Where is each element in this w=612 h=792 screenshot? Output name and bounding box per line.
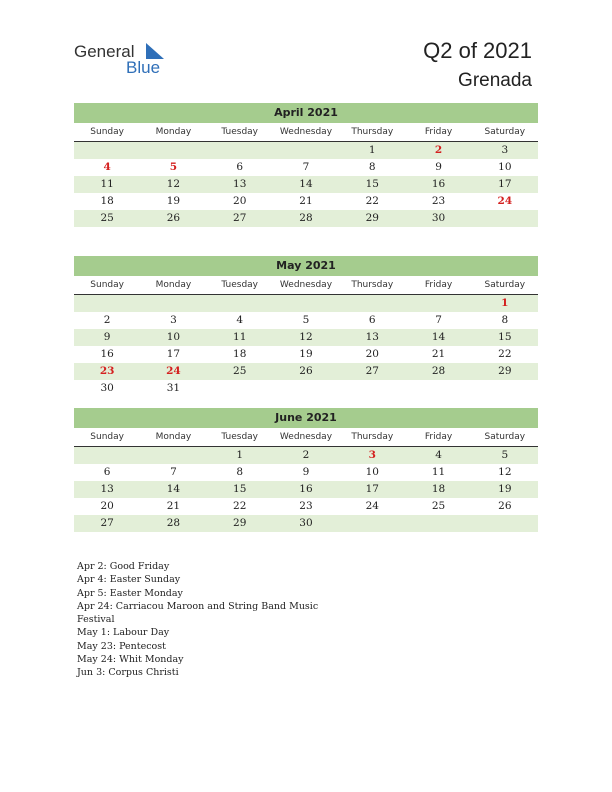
day-cell: 15 [498,331,512,343]
holiday-note: Apr 2: Good Friday [77,561,170,572]
weekday-label: Sunday [90,280,124,290]
week-row [74,346,538,363]
day-cell: 3 [368,449,376,461]
day-cell: 29 [233,517,247,529]
weekday-header-row [74,123,538,142]
day-cell: 11 [233,331,247,343]
weekday-label: Thursday [351,127,394,137]
week-row [74,193,538,210]
weekday-header-row [74,428,538,447]
day-cell: 2 [302,449,310,461]
day-cell: 11 [100,178,114,190]
day-cell: 28 [299,212,313,224]
day-cell: 26 [498,500,512,512]
day-cell: 21 [431,348,446,360]
day-cell: 4 [435,449,442,461]
day-cell: 16 [100,348,114,360]
logo-blue-text: Blue [126,58,161,77]
day-cell: 8 [501,314,509,326]
day-cell: 5 [169,161,178,173]
weekday-label: Sunday [90,127,124,137]
empty-day-cell [405,295,471,312]
weekday-label: Monday [155,280,192,290]
day-cell: 30 [299,517,313,529]
day-cell: 5 [501,449,509,461]
day-cell: 18 [233,348,247,360]
day-cell: 1 [368,144,376,156]
holiday-note: Apr 4: Easter Sunday [77,574,181,586]
weekday-label: Tuesday [221,432,259,442]
day-cell: 17 [365,483,379,495]
day-cell: 20 [100,500,114,512]
week-row [74,312,538,329]
empty-day-cell [405,380,471,397]
holiday-notes [77,560,337,680]
day-cell: 24 [497,195,513,207]
weekday-label: Friday [424,432,453,442]
day-cell: 20 [365,348,379,360]
day-cell: 4 [103,161,111,173]
day-cell: 14 [166,483,181,495]
month-may [74,256,538,397]
weekday-header-row [74,276,538,295]
day-cell: 13 [100,483,114,495]
day-cell: 1 [236,449,244,461]
day-cell: 3 [501,144,509,156]
week-row [74,210,538,227]
day-cell: 4 [236,314,244,326]
day-cell: 31 [166,382,181,394]
day-cell: 24 [166,365,181,377]
day-cell: 17 [498,178,512,190]
day-cell: 19 [299,348,313,360]
logo-flag-icon [142,43,164,59]
month-title: June 2021 [74,408,538,428]
empty-day-cell [74,295,140,312]
holiday-note: May 24: Whit Monday [77,654,184,666]
day-cell: 22 [365,195,379,207]
day-cell: 18 [100,195,114,207]
day-cell: 26 [299,365,313,377]
day-cell: 13 [365,331,379,343]
day-cell: 12 [166,178,181,190]
empty-day-cell [74,447,140,464]
day-cell: 12 [498,466,512,478]
day-cell: 29 [365,212,379,224]
weekday-label: Wednesday [279,127,333,137]
empty-day-cell [207,295,273,312]
day-cell: 22 [498,348,512,360]
country-name: Grenada [458,70,532,91]
week-row [74,329,538,346]
day-cell: 2 [103,314,111,326]
day-cell: 7 [435,314,442,326]
week-row [74,295,538,312]
generalblue-logo [74,42,174,78]
week-row [74,380,538,397]
weekday-label: Friday [424,280,453,290]
week-row [74,176,538,193]
day-cell: 1 [501,297,509,309]
holiday-note: Apr 5: Easter Monday [77,587,183,599]
day-cell: 27 [100,517,114,529]
weekday-label: Thursday [351,280,394,290]
day-cell: 25 [100,212,114,224]
day-cell: 16 [299,483,313,495]
day-cell: 23 [299,500,313,512]
logo-general-text: General [74,42,135,61]
day-cell: 7 [170,466,177,478]
day-cell: 6 [368,314,376,326]
empty-day-cell [405,515,471,532]
weekday-label: Thursday [351,432,394,442]
weekday-label: Wednesday [279,280,333,290]
empty-day-cell [472,380,538,397]
empty-day-cell [472,210,538,227]
day-cell: 29 [498,365,512,377]
day-cell: 9 [302,466,310,478]
empty-day-cell [207,142,273,159]
holiday-note: May 23: Pentecost [77,640,166,652]
week-row [74,363,538,380]
month-april [74,103,538,227]
weekday-label: Monday [155,127,192,137]
week-row [74,142,538,159]
holiday-note: Jun 3: Corpus Christi [77,667,179,679]
month-title: April 2021 [74,103,538,123]
day-cell: 20 [233,195,247,207]
day-cell: 18 [431,483,446,495]
day-cell: 14 [299,178,313,190]
day-cell: 8 [368,161,376,173]
day-cell: 8 [236,466,244,478]
empty-day-cell [339,515,405,532]
weekday-label: Monday [155,432,192,442]
week-row [74,498,538,515]
day-cell: 21 [166,500,181,512]
month-title: May 2021 [74,256,538,276]
weekday-label: Wednesday [279,432,333,442]
day-cell: 10 [498,161,512,173]
day-cell: 6 [236,161,244,173]
day-cell: 11 [431,466,446,478]
day-cell: 19 [498,483,512,495]
day-cell: 9 [435,161,442,173]
weekday-label: Tuesday [221,280,259,290]
day-cell: 12 [299,331,313,343]
day-cell: 23 [99,365,115,377]
month-june [74,408,538,532]
day-cell: 10 [166,331,181,343]
day-cell: 28 [431,365,446,377]
weekday-label: Saturday [484,432,526,442]
day-cell: 25 [233,365,247,377]
day-cell: 15 [233,483,247,495]
day-cell: 13 [233,178,247,190]
day-cell: 9 [103,331,111,343]
week-row [74,159,538,176]
day-cell: 24 [365,500,379,512]
day-cell: 30 [100,382,114,394]
day-cell: 6 [103,466,111,478]
empty-day-cell [339,295,405,312]
week-row [74,464,538,481]
day-cell: 2 [434,144,443,156]
day-cell: 7 [302,161,310,173]
day-cell: 16 [431,178,446,190]
day-cell: 3 [170,314,177,326]
empty-day-cell [140,447,206,464]
day-cell: 25 [431,500,446,512]
day-cell: 28 [166,517,181,529]
empty-day-cell [140,295,206,312]
day-cell: 26 [166,212,181,224]
day-cell: 5 [302,314,310,326]
empty-day-cell [207,380,273,397]
page-title: Q2 of 2021 [423,38,532,63]
weekday-label: Friday [424,127,453,137]
day-cell: 17 [166,348,181,360]
empty-day-cell [140,142,206,159]
day-cell: 21 [299,195,313,207]
weekday-label: Sunday [90,432,124,442]
day-cell: 27 [233,212,247,224]
empty-day-cell [472,515,538,532]
day-cell: 23 [431,195,446,207]
weekday-label: Saturday [484,127,526,137]
empty-day-cell [339,380,405,397]
day-cell: 10 [365,466,379,478]
empty-day-cell [74,142,140,159]
day-cell: 14 [431,331,446,343]
day-cell: 19 [166,195,181,207]
empty-day-cell [273,142,339,159]
day-cell: 22 [233,500,247,512]
week-row [74,447,538,464]
weekday-label: Tuesday [221,127,259,137]
week-row [74,515,538,532]
holiday-note: Apr 24: Carriacou Maroon and String Band Music Festival [77,600,319,626]
empty-day-cell [273,380,339,397]
holiday-note: May 1: Labour Day [77,627,170,639]
day-cell: 27 [365,365,379,377]
empty-day-cell [273,295,339,312]
week-row [74,481,538,498]
day-cell: 15 [365,178,379,190]
weekday-label: Saturday [484,280,526,290]
day-cell: 30 [431,212,446,224]
